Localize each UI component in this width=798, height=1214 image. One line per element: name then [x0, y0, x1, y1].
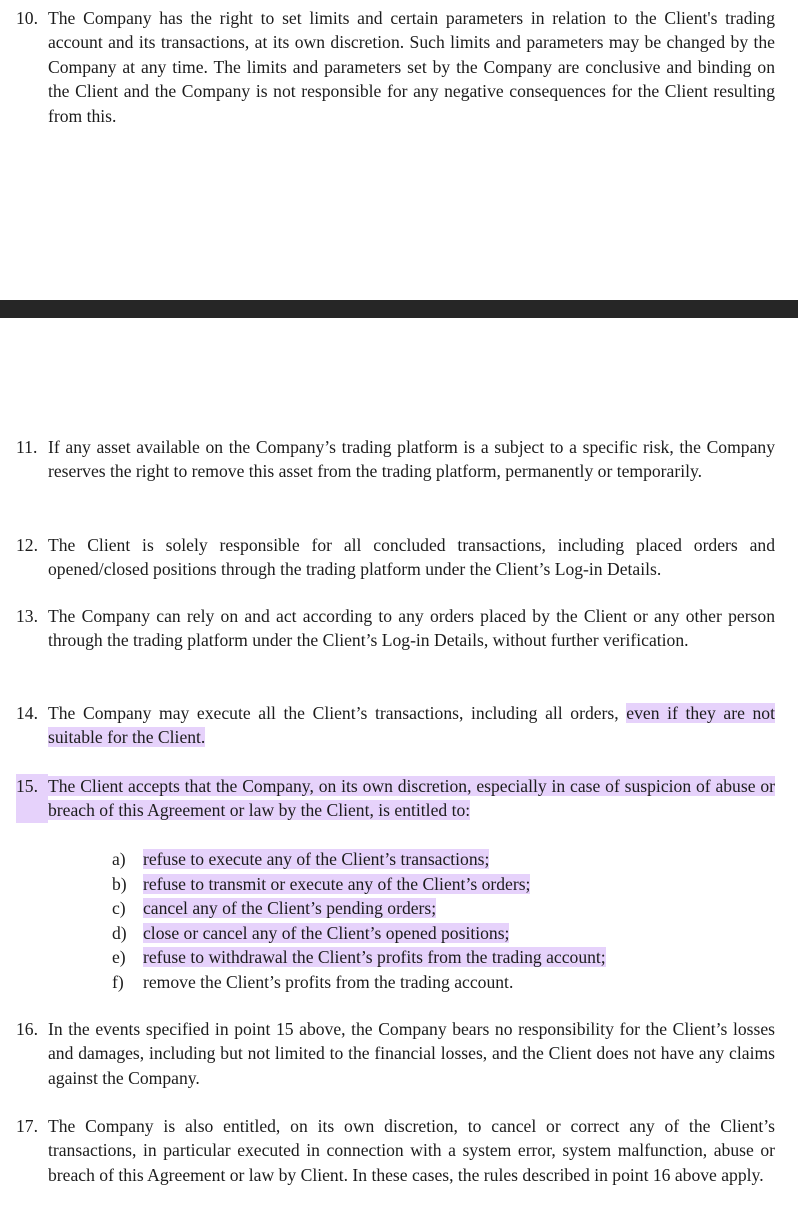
paragraph-number: 12.	[16, 535, 38, 555]
list-item-text: refuse to withdrawal the Client’s profits from the trading account;	[143, 947, 606, 967]
list-item	[112, 970, 775, 995]
paragraph-text: The Company has the right to set limits and certain parameters in relation to the Client's trading account and its transactions, at its own discretion. Such limits and parameters may be changed by the Company at any time. The limits and parameters set by the Company are conclusive and binding on the Client and the Company is not responsible for any negative consequences for the Client resulting from this.	[48, 8, 775, 126]
paragraph-number: 10.	[16, 8, 38, 28]
paragraph-10	[16, 6, 775, 128]
list-item	[112, 847, 775, 872]
paragraph-17	[16, 1114, 775, 1187]
list-letter: e)	[112, 947, 126, 967]
paragraph-16	[16, 1017, 775, 1090]
paragraph-text: If any asset available on the Company’s trading platform is a subject to a specific risk, the Company reserves the right to remove this asset from the trading platform, permanently or temporarily.	[48, 437, 775, 482]
highlighted-text: even if they are not suitable for the Client.	[48, 703, 775, 748]
list-letter: f)	[112, 971, 124, 992]
paragraph-15	[16, 774, 775, 823]
paragraph-text-plain: The Company may execute all the Client’s transactions, including all orders,	[48, 703, 627, 723]
page-break-band	[0, 300, 798, 318]
sublist	[112, 847, 775, 994]
paragraph-text: In the events specified in point 15 above, the Company bears no responsibility for the Client’s losses and damages, including but not limited to the financial losses, and the Client does not have any claims against the Company.	[48, 1019, 775, 1088]
list-item	[112, 945, 775, 970]
paragraph-number: 11.	[16, 437, 38, 457]
paragraph-text	[48, 701, 775, 750]
list-item-text: refuse to transmit or execute any of the Client’s orders;	[143, 873, 531, 894]
list-letter: c)	[112, 898, 126, 918]
paragraph-number: 17.	[16, 1116, 38, 1136]
list-item	[112, 921, 775, 946]
list-item-text: refuse to execute any of the Client’s transactions;	[143, 849, 490, 869]
paragraph-text	[48, 774, 775, 823]
paragraph-13	[16, 604, 775, 653]
paragraph-number: 15.	[16, 774, 48, 823]
paragraph-number: 14.	[16, 703, 38, 723]
list-item-text: close or cancel any of the Client’s opened positions;	[143, 922, 510, 943]
highlighted-text: The Client accepts that the Company, on its own discretion, especially in case of suspicion of abuse or breach of this Agreement or law by the Client, is entitled to:	[48, 776, 775, 821]
list-item	[112, 896, 775, 921]
paragraph-number: 13.	[16, 606, 38, 626]
paragraph-11	[16, 435, 775, 484]
paragraph-text: The Company is also entitled, on its own discretion, to cancel or correct any of the Client’s transactions, in particular executed in connection with a system error, system malfunction, abuse or breach of this Agreement or law by Client. In these cases, the rules described in point 16 above apply.	[48, 1116, 775, 1185]
paragraph-text: The Client is solely responsible for all concluded transactions, including placed orders and opened/closed positions through the trading platform under the Client’s Log-in Details.	[48, 535, 775, 580]
list-item	[112, 872, 775, 897]
paragraph-12	[16, 533, 775, 582]
paragraph-text: The Company can rely on and act according to any orders placed by the Client or any other person through the trading platform under the Client’s Log-in Details, without further verification.	[48, 606, 775, 651]
paragraph-14	[16, 701, 775, 750]
list-letter: b)	[112, 873, 127, 894]
list-letter: a)	[112, 849, 126, 869]
list-letter: d)	[112, 922, 127, 943]
paragraph-number: 16.	[16, 1019, 38, 1039]
list-item-text: remove the Client’s profits from the trading account.	[143, 971, 514, 992]
list-item-text: cancel any of the Client’s pending orders;	[143, 898, 437, 918]
